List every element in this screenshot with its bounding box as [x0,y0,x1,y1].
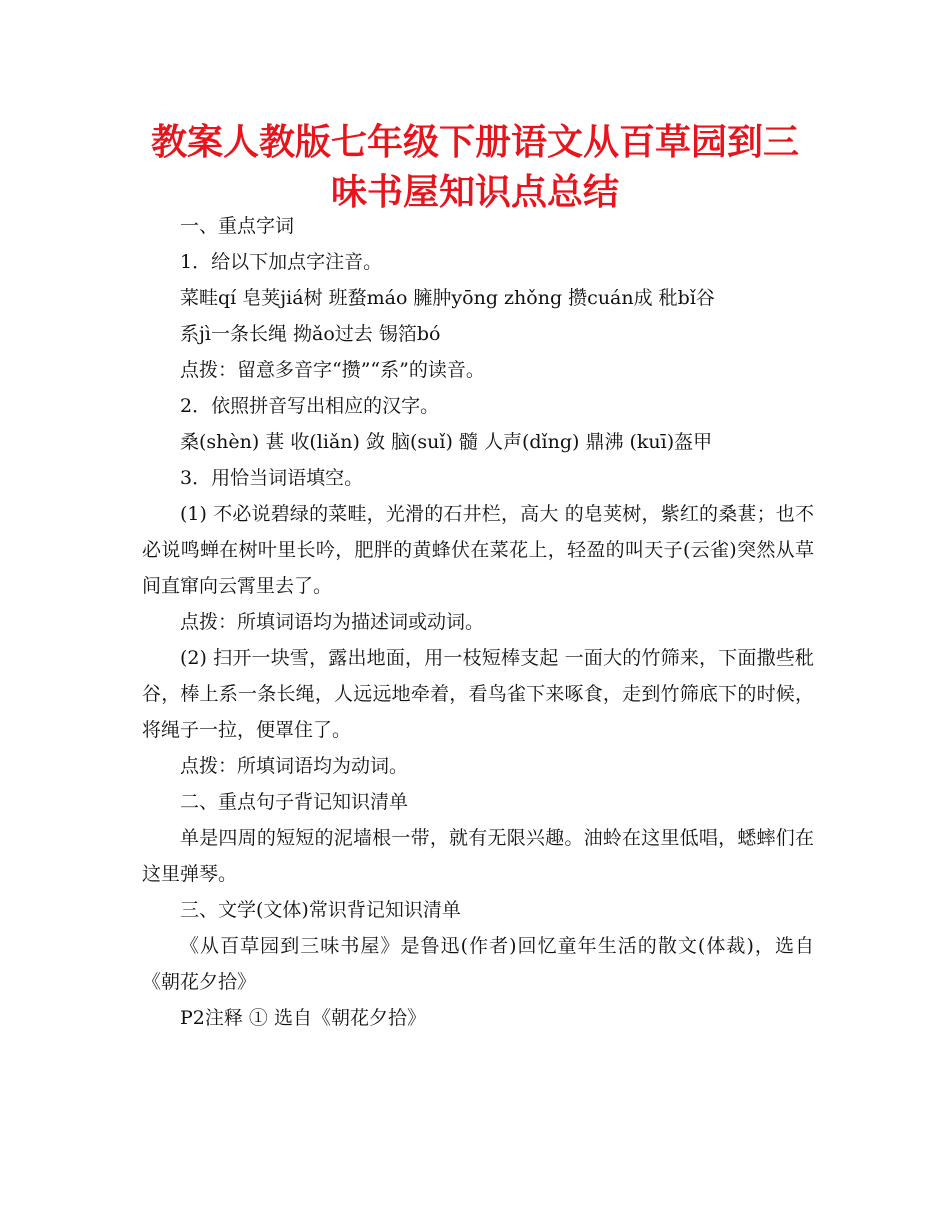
literature-note: 《从百草园到三味书屋》是鲁迅(作者)回忆童年生活的散文(体裁)，选自《朝花夕拾》 [142,935,814,993]
key-sentence: 单是四周的短短的泥墙根一带，就有无限兴趣。油蛉在这里低唱，蟋蟀们在这里弹琴。 [142,827,814,885]
question-3: 3．用恰当词语填空。 [180,467,364,489]
hint-3: 点拨：所填词语均为动词。 [180,755,409,777]
annotation-note: P2注释 ① 选自《朝花夕拾》 [180,1007,426,1029]
fill-blank-2: (2) 扫开一块雪，露出地面，用一枝短棒支起 一面大的竹筛来，下面撒些秕谷，棒上系一条长绳，人远远地牵着，看鸟雀下来啄食，走到竹筛底下的时候，将绳子一拉，便罩住了。 [142,647,814,741]
section-heading-literature: 三、文学(文体)常识背记知识清单 [180,899,461,921]
section-heading-key-sentences: 二、重点句子背记知识清单 [180,791,409,813]
hint-2: 点拨：所填词语均为描述词或动词。 [180,611,485,633]
section-heading-key-words: 一、重点字词 [180,215,295,237]
fill-blank-1: (1) 不必说碧绿的菜畦，光滑的石井栏，高大 的皂荚树，紫红的桑葚；也不必说鸣蝉在树叶里长吟，肥胖的黄蜂伏在菜花上，轻盈的叫天子(云雀)突然从草间直窜向云霄里去了。 [142,503,814,597]
hint-1: 点拨：留意多音字“攒”“系”的读音。 [180,359,485,381]
pinyin-list-2: 系jì一条长绳 拗ǎo过去 锡箔bó [180,323,441,345]
title-line-1: 教案人教版七年级下册语文从百草园到三 [150,122,799,163]
title-line-2: 味书屋知识点总结 [330,172,619,213]
document-body [142,208,814,1036]
question-2: 2．依照拼音写出相应的汉字。 [180,395,440,417]
pinyin-list-1: 菜畦qí 皂荚jiá树 班蝥máo 臃肿yōng zhǒng 攒cuán成 秕bǐ谷 [180,287,715,309]
question-1: 1．给以下加点字注音。 [180,251,383,273]
document-title [120,118,830,218]
pinyin-characters: 桑(shèn) 葚 收(liǎn) 敛 脑(suǐ) 髓 人声(dǐng) 鼎沸 (kuī)盔甲 [180,431,713,453]
